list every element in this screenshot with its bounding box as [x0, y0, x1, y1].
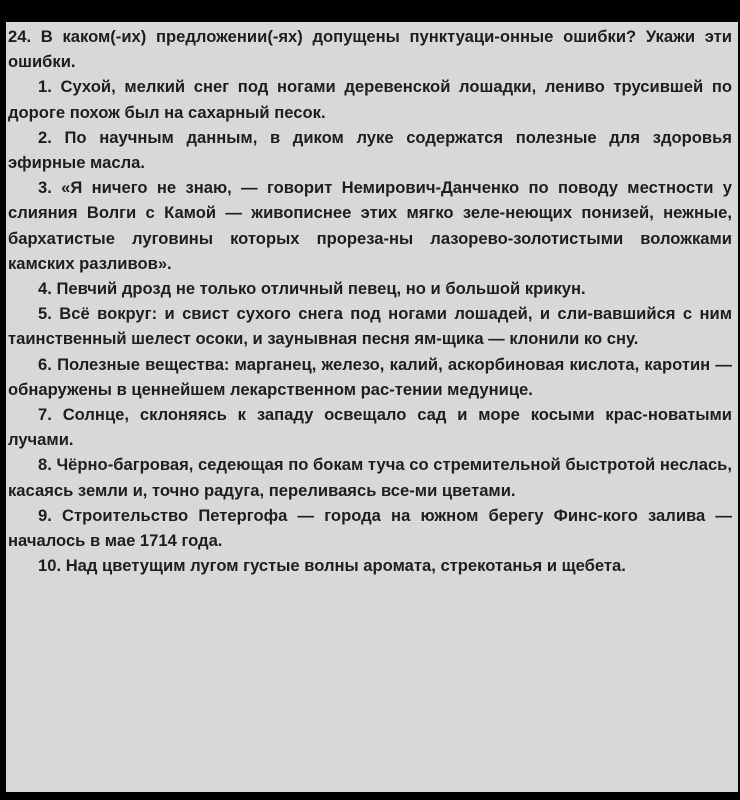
- sentence-text: Певчий дрозд не только отличный певец, но и большой крикун.: [56, 279, 586, 299]
- sentence-item: [8, 452, 732, 502]
- sentence-item: [8, 74, 732, 124]
- sentence-number: 1.: [38, 77, 52, 97]
- sentence-text: Всё вокруг: и свист сухого снега под ногами лошадей, и сли-вавшийся с ним таинственный шелест осоки, и заунывная песня ям-щика — клонили ко сну.: [8, 304, 732, 349]
- sentence-text: Чёрно-багровая, седеющая по бокам туча со стремительной быстротой неслась, касаясь земли и, точно радуга, переливаясь все-ми цветами.: [8, 455, 732, 500]
- sentence-item: [8, 276, 732, 301]
- sentence-text: Над цветущим лугом густые волны аромата, стрекотанья и щебета.: [65, 556, 626, 576]
- task-title: В каком(-их) предложении(-ях) допущены пунктуаци-онные ошибки? Укажи эти ошибки.: [8, 27, 732, 72]
- task-heading: [8, 24, 732, 74]
- sentence-text: «Я ничего не знаю, — говорит Немирович-Данченко по поводу местности у слияния Волги с Камой — живописнее этих мягко зеле-неющих понизей, нежные, бархатистые луговины которых прореза-ны лазорево-золотистыми воложками камских разливов».: [8, 178, 732, 273]
- sentence-text: Сухой, мелкий снег под ногами деревенской лошадки, лениво трусившей по дороге похож был на сахарный песок.: [8, 77, 732, 122]
- sentence-item: [8, 553, 732, 578]
- sentence-number: 4.: [38, 279, 52, 299]
- sentence-number: 8.: [38, 455, 52, 475]
- sentence-item: [8, 125, 732, 175]
- sentence-number: 5.: [38, 304, 52, 324]
- sentence-number: 9.: [38, 505, 52, 525]
- sentence-number: 6.: [38, 354, 52, 374]
- sentence-item: [8, 352, 732, 402]
- task-number: 24.: [8, 27, 32, 46]
- sentence-text: Строительство Петергофа — города на южном берегу Финс-кого залива — началось в мае 1714 года.: [8, 505, 732, 551]
- sentence-number: 3.: [38, 178, 52, 198]
- sentence-text: Полезные вещества: марганец, железо, калий, аскорбиновая кислота, каротин — обнаружены в ценнейшем лекарственном рас-тении медунице.: [8, 354, 732, 399]
- sentence-number: 7.: [38, 405, 52, 425]
- sentence-text: Солнце, склоняясь к западу освещало сад и море косыми крас-новатыми лучами.: [8, 405, 732, 450]
- sentence-item: [8, 402, 732, 452]
- exercise-text: [6, 22, 738, 578]
- sentence-item: [8, 503, 732, 553]
- sentence-text: По научным данным, в диком луке содержатся полезные для здоровья эфирные масла.: [8, 127, 732, 173]
- sentence-item: [8, 301, 732, 351]
- sentence-number: 2.: [38, 127, 52, 147]
- textbook-page: [6, 22, 738, 792]
- sentence-item: [8, 175, 732, 276]
- sentence-number: 10.: [38, 556, 62, 576]
